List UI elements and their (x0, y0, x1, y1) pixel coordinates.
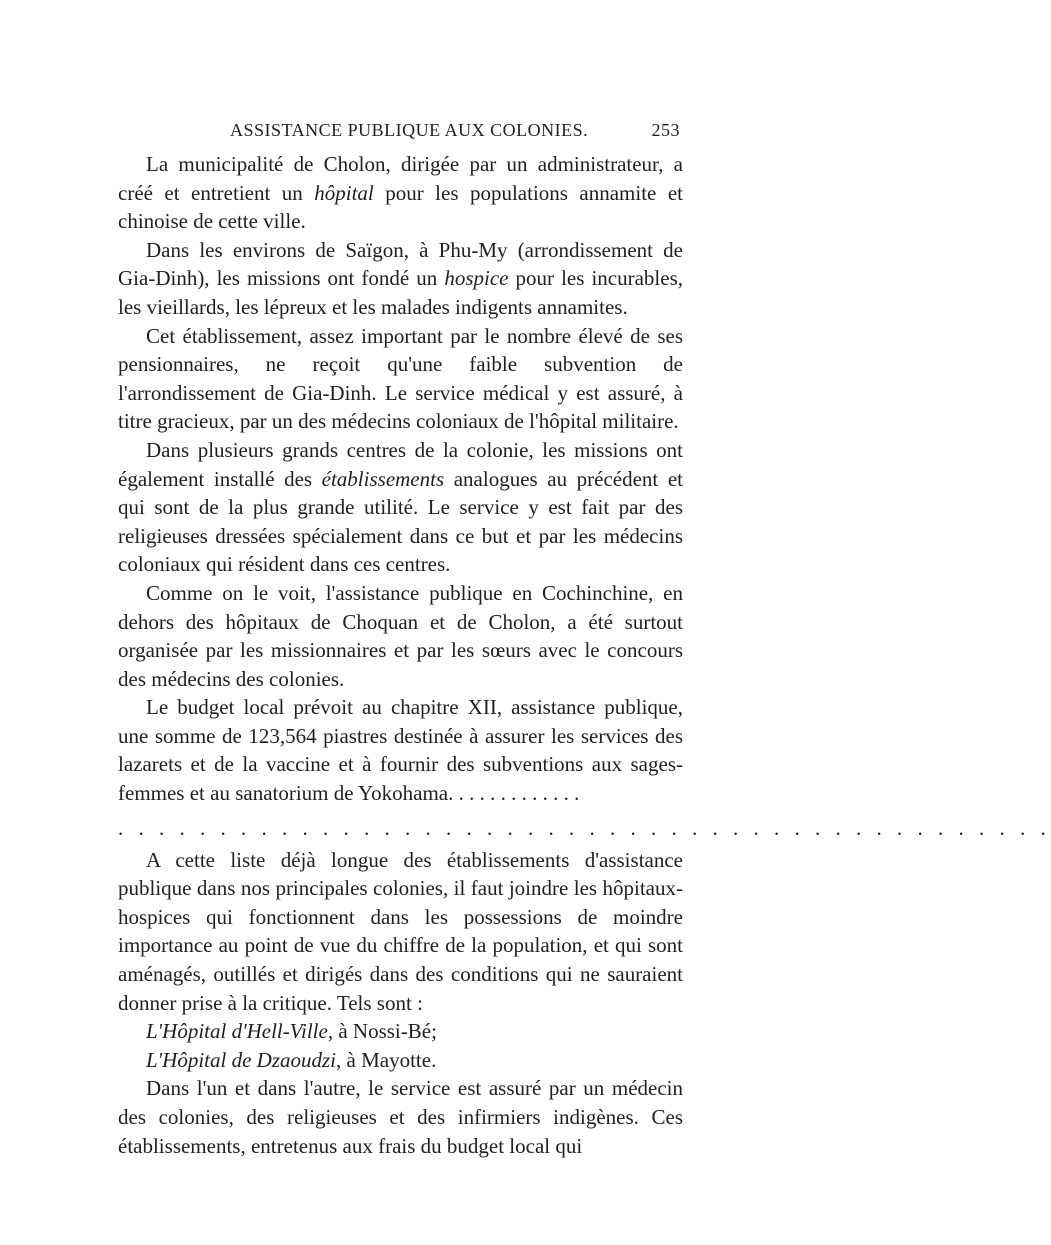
paragraph-budget: Le budget local prévoit au chapitre XII, assistance publique, une somme de 123,564 piastres destinée à assurer les services des lazarets et de la vaccine et à fournir des subventions aux sages-femmes et au sanatorium de Yokohama. . . . . . . . . . . . . (118, 695, 683, 806)
list-item-hell-ville: L'Hôpital d'Hell-Ville, à Nossi-Bé; (146, 1019, 437, 1044)
running-title: ASSISTANCE PUBLIQUE AUX COLONIES. (230, 120, 589, 140)
page-number: 253 (651, 120, 680, 140)
leader-dots: . . . . . . . . . . . . . (448, 781, 580, 806)
paragraph-cochinchine: Comme on le voit, l'assistance publique en Cochinchine, en dehors des hôpitaux de Choquan et de Cholon, a été surtout organisée par les missionnaires et par les sœurs avec le concours des médecins des colonies. (118, 580, 683, 691)
paragraph-establishment: Cet établissement, assez important par le nombre élevé de ses pensionnaires, ne reçoit qu'une faible subvention de l'arrondissement de Gia-Dinh. Le service médical y est assuré, à titre gracieux, par un des médecins coloniaux de l'hôpital militaire. (118, 323, 683, 434)
paragraph-missions: Dans plusieurs grands centres de la colonie, les missions ont également installé des établissements analogues au précédent et qui sont de la plus grande utilité. Le service y est fait par des religieuses dressées spécialement dans ce but et par les médecins coloniaux qui résident dans ces centres. (118, 437, 683, 577)
page-body (118, 150, 1051, 1160)
running-header (130, 120, 680, 146)
paragraph-phu-my-hospice: Dans les environs de Saïgon, à Phu-My (arrondissement de Gia-Dinh), les missions ont fondé un hospice pour les incurables, les vieillards, les lépreux et les malades indigents annamites. (118, 237, 683, 319)
paragraph-service: Dans l'un et dans l'autre, le service est assuré par un médecin des colonies, des religieuses et des infirmiers indigènes. Ces établissements, entretenus aux frais du budget local qui (118, 1076, 683, 1158)
ellipsis-separator: . . . . . . . . . . . . . . . . . . . . . . . . . . . . . . . . . . . . . . . . . . . . . . (118, 815, 1051, 840)
list-item-dzaoudzi: L'Hôpital de Dzaoudzi, à Mayotte. (146, 1047, 437, 1072)
paragraph-hospices: A cette liste déjà longue des établissements d'assistance publique dans nos principales colonies, il faut joindre les hôpitaux-hospices qui fonctionnent dans les possessions de moindre importance au point de vue du chiffre de la population, et qui sont aménagés, outillés et dirigés dans des conditions qui ne sauraient donner prise à la critique. Tels sont : (118, 847, 683, 1015)
paragraph-cholon-hospital: La municipalité de Cholon, dirigée par un administrateur, a créé et entretient un hôpital pour les populations annamite et chinoise de cette ville. (118, 152, 683, 234)
